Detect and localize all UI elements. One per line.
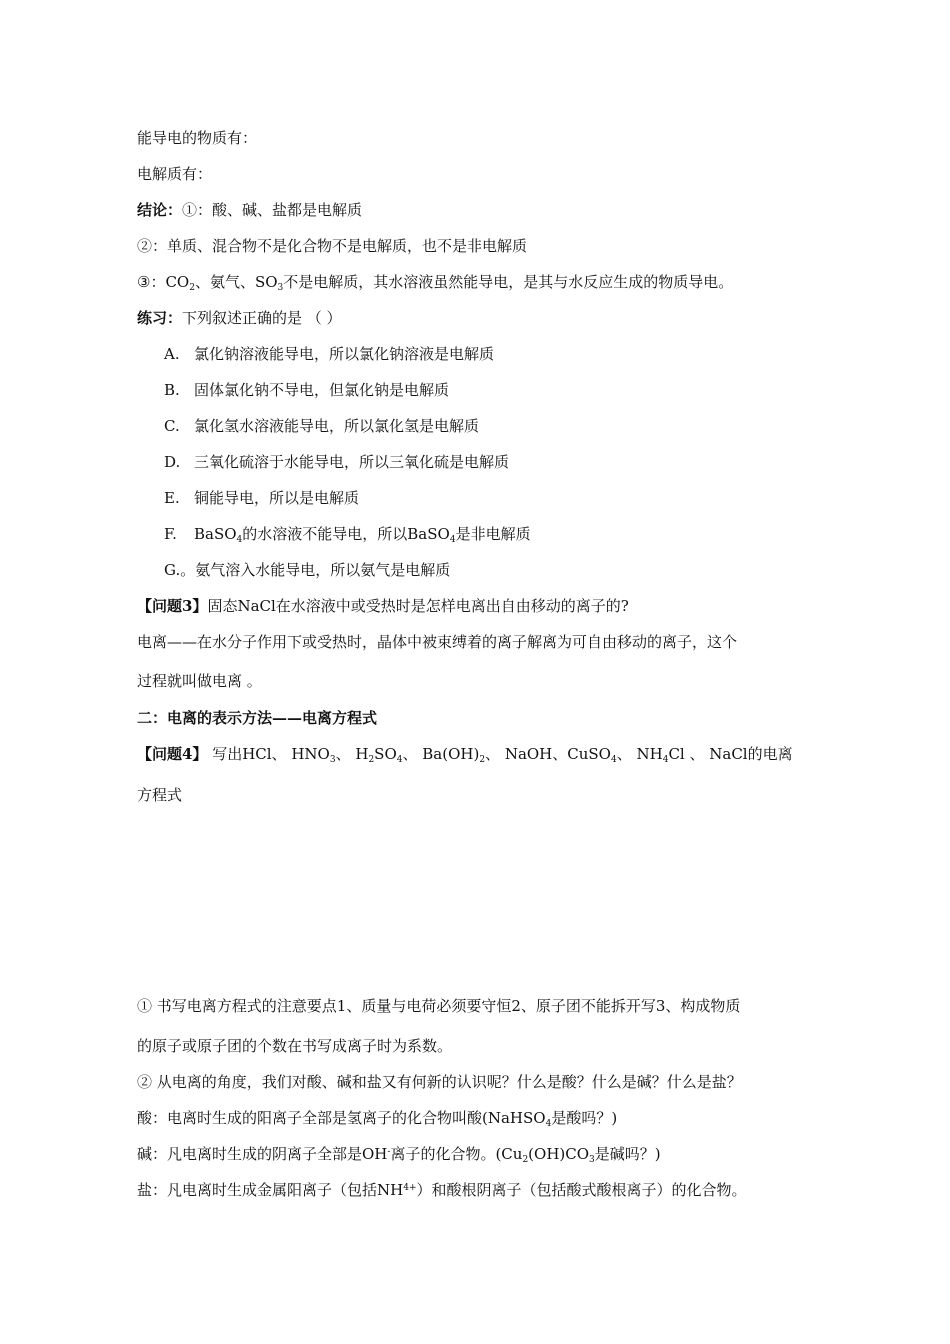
acid-definition: 酸：电离时生成的阳离子全部是氢离子的化合物叫酸(NaHSO$_4$是酸吗？): [137, 1109, 618, 1129]
option-b: B. 固体氯化钠不导电，但氯化钠是电解质: [164, 381, 450, 399]
note-2-line: ② 从电离的角度，我们对酸、碱和盐又有何新的认识呢？什么是酸？什么是碱？什么是盐？: [137, 1073, 742, 1091]
exercise-question: 下列叙述正确的是 （ ）: [182, 309, 342, 327]
electrolytes-line: 电解质有：: [137, 165, 213, 183]
option-a: A. 氯化钠溶液能导电，所以氯化钠溶液是电解质: [164, 345, 495, 363]
question-4-label: 【问题4】: [137, 745, 208, 763]
option-c: C. 氯化氢水溶液能导电，所以氯化氢是电解质: [164, 417, 480, 435]
conclusion-line-2: ②：单质、混合物不是化合物不是电解质，也不是非电解质: [137, 237, 528, 255]
option-d: D. 三氧化硫溶于水能导电，所以三氧化硫是电解质: [164, 453, 510, 471]
option-e: E. 铜能导电，所以是电解质: [164, 489, 360, 507]
conclusion-line-3: ③：$CO_2$、氨气、$SO_3$不是电解质，其水溶液虽然能导电，是其与水反应生成的物质导电。: [137, 273, 734, 293]
ionization-definition-2: 过程就叫做电离 。: [137, 672, 262, 690]
question-4-line-2: 方程式: [137, 786, 183, 804]
conductive-line: 能导电的物质有：: [137, 129, 258, 147]
option-g: G.。氨气溶入水能导电，所以氨气是电解质: [164, 561, 451, 579]
conclusion-label: 结论：: [137, 201, 183, 219]
option-f: F. BaSO$_4$的水溶液不能导电，所以BaSO$_4$是非电解质: [164, 525, 531, 545]
question-3-text: 固态NaCl在水溶液中或受热时是怎样电离出自由移动的离子的?: [207, 597, 629, 615]
salt-definition: 盐：凡电离时生成金属阳离子（包括$NH^{4+}$）和酸根阴离子（包括酸式酸根离子）的化合物。: [137, 1181, 747, 1199]
base-definition: 碱：凡电离时生成的阴离子全部是OH-离子的化合物。($Cu_2(OH)CO_3$是碱吗？): [137, 1145, 661, 1165]
conclusion-1-text: ①：酸、碱、盐都是电解质: [182, 201, 363, 219]
question-3-label: 【问题3】: [137, 597, 208, 615]
section-2-heading: 二：电离的表示方法——电离方程式: [137, 709, 378, 727]
note-1-line-1: ① 书写电离方程式的注意要点1、质量与电荷必须要守恒2、原子团不能拆开写3、构成物质: [137, 997, 741, 1015]
note-1-line-2: 的原子或原子团的个数在书写成离子时为系数。: [137, 1037, 453, 1055]
exercise-label: 练习：: [137, 309, 183, 327]
conclusion-line-1: [137, 200, 362, 220]
question-3-line: [137, 596, 629, 616]
question-4-line: 【问题4】 写出HCl、 $HNO_3$、 $H_2SO_4$、 $Ba(OH)_2$、 NaOH、CuSO$_4$、 $NH_4Cl$ 、 NaCl的电离: [137, 745, 793, 765]
exercise-line: [137, 308, 342, 328]
ionization-definition-1: 电离——在水分子作用下或受热时，晶体中被束缚着的离子解离为可自由移动的离子，这个: [137, 633, 738, 651]
